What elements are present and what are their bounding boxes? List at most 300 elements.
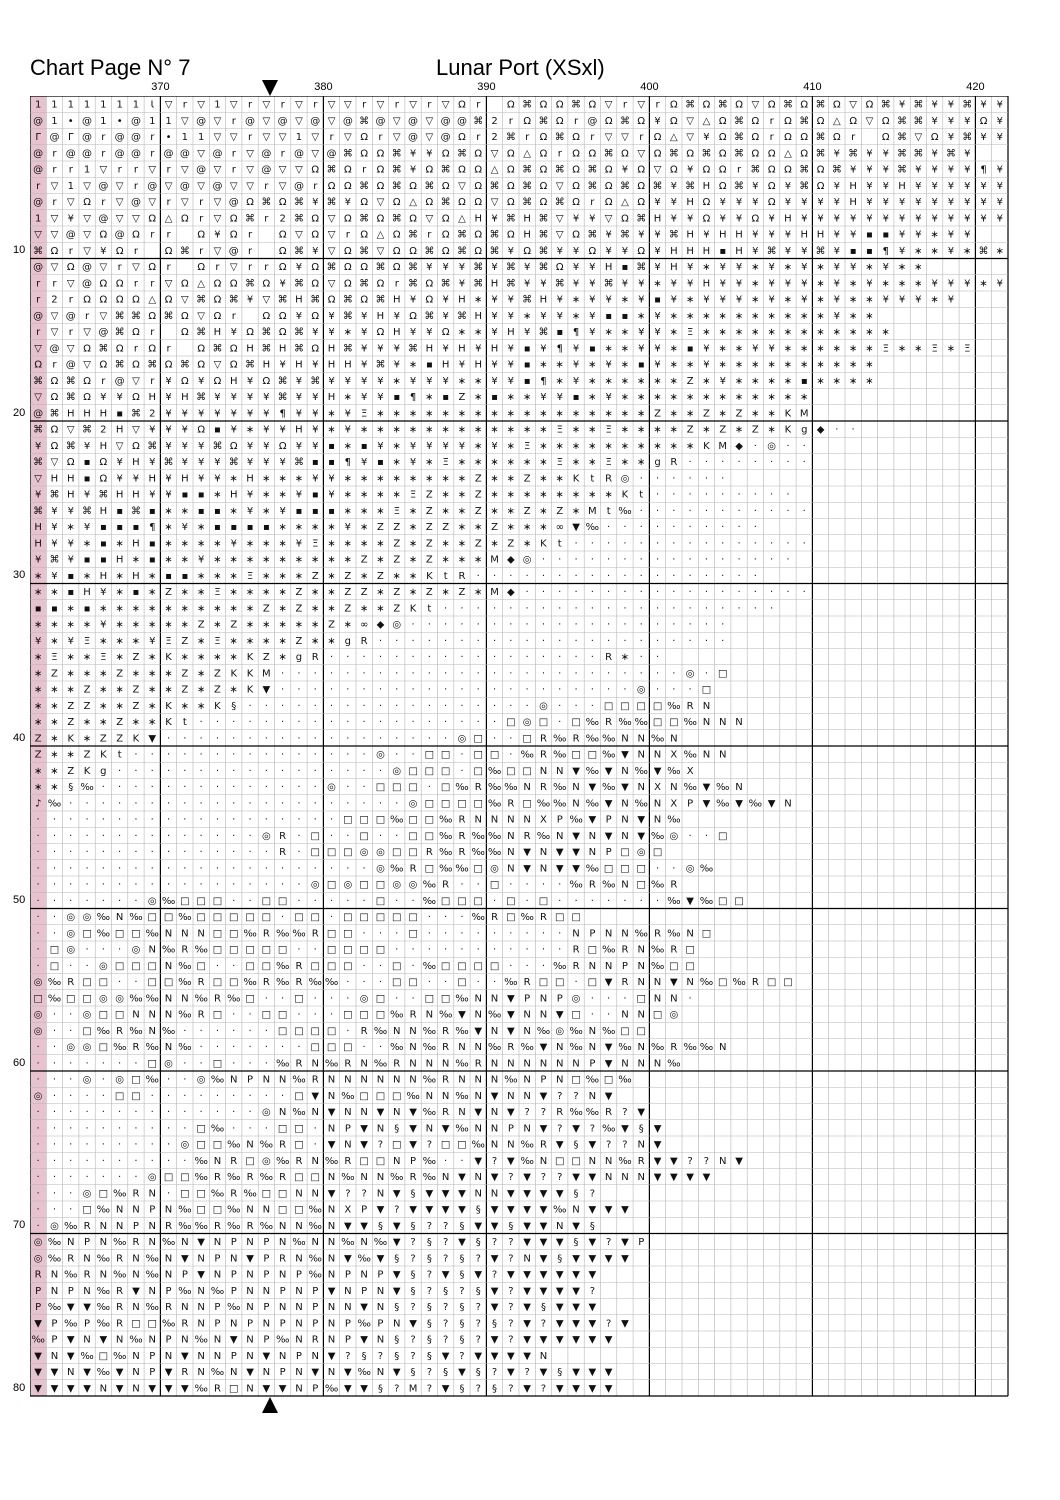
- stitch-symbol: r: [427, 100, 432, 111]
- stitch-symbol: ?: [508, 1286, 513, 1297]
- stitch-symbol: □: [180, 1172, 189, 1183]
- stitch-symbol: □: [767, 977, 776, 988]
- stitch-symbol: ∗: [767, 327, 775, 338]
- stitch-symbol: Ω: [866, 100, 874, 111]
- stitch-symbol: ·: [428, 912, 431, 923]
- stitch-symbol: H: [181, 392, 189, 403]
- stitch-symbol: ⌘: [587, 230, 597, 241]
- stitch-symbol: ∗: [572, 441, 580, 452]
- stitch-symbol: R: [312, 928, 319, 939]
- stitch-symbol: □: [506, 896, 515, 907]
- stitch-symbol: ·: [297, 701, 300, 712]
- stitch-symbol: 2: [491, 116, 497, 127]
- stitch-symbol: Ξ: [410, 490, 416, 501]
- stitch-symbol: □: [604, 701, 613, 712]
- stitch-symbol: ·: [542, 571, 545, 582]
- stitch-symbol: ·: [721, 571, 724, 582]
- stitch-symbol: ∗: [523, 490, 531, 501]
- stitch-symbol: ▪: [84, 603, 91, 614]
- stitch-symbol: ‰: [488, 1042, 501, 1053]
- stitch-symbol: ¥: [899, 230, 905, 241]
- stitch-symbol: ◎: [132, 945, 141, 956]
- stitch-symbol: ‰: [97, 1367, 110, 1378]
- stitch-symbol: □: [50, 961, 59, 972]
- stitch-symbol: ·: [346, 782, 349, 793]
- stitch-symbol: ◎: [148, 1172, 157, 1183]
- stitch-symbol: @: [82, 132, 92, 143]
- stitch-symbol: ∗: [393, 376, 401, 387]
- stitch-symbol: ∗: [393, 473, 401, 484]
- stitch-symbol: ·: [281, 782, 284, 793]
- stitch-symbol: △: [670, 132, 678, 143]
- stitch-symbol: ▪: [181, 490, 188, 501]
- stitch-symbol: ·: [737, 538, 740, 549]
- stitch-symbol: ¥: [557, 295, 563, 306]
- stitch-symbol: □: [685, 945, 694, 956]
- stitch-symbol: ∗: [441, 473, 449, 484]
- stitch-symbol: ▼: [409, 1205, 417, 1216]
- stitch-symbol: N: [475, 993, 482, 1004]
- stitch-symbol: ·: [721, 538, 724, 549]
- stitch-symbol: ¥: [980, 213, 986, 224]
- stitch-symbol: N: [654, 993, 661, 1004]
- stitch-symbol: Ξ: [524, 441, 530, 452]
- stitch-symbol: ⌘: [734, 181, 744, 192]
- stitch-symbol: ¥: [508, 343, 514, 354]
- stitch-symbol: ⌘: [571, 100, 581, 111]
- stitch-symbol: ⌘: [816, 148, 826, 159]
- stitch-symbol: □: [245, 993, 254, 1004]
- stitch-symbol: ‰: [194, 1156, 207, 1167]
- stitch-symbol: ·: [297, 668, 300, 679]
- stitch-symbol: ▪: [149, 555, 156, 566]
- stitch-symbol: N: [523, 1091, 530, 1102]
- stitch-symbol: ‰: [146, 1075, 159, 1086]
- stitch-symbol: ‰: [423, 1172, 436, 1183]
- stitch-symbol: ¥: [752, 230, 758, 241]
- stitch-symbol: ⌘: [962, 132, 972, 143]
- stitch-symbol: ‰: [455, 1091, 468, 1102]
- stitch-symbol: □: [82, 977, 91, 988]
- stitch-symbol: ▽: [344, 100, 352, 111]
- stitch-symbol: ¥: [997, 165, 1003, 176]
- stitch-symbol: Ω: [523, 246, 531, 257]
- stitch-symbol: ▼: [621, 782, 629, 793]
- stitch-symbol: P: [312, 1383, 318, 1394]
- stitch-symbol: H: [507, 327, 515, 338]
- stitch-symbol: Ω: [100, 457, 108, 468]
- stitch-symbol: ·: [330, 685, 333, 696]
- stitch-symbol: ‰: [113, 1042, 126, 1053]
- stitch-symbol: ▼: [279, 1383, 287, 1394]
- stitch-symbol: ‰: [162, 896, 175, 907]
- stitch-symbol: ‰: [569, 1026, 582, 1037]
- stitch-symbol: ∗: [507, 441, 515, 452]
- stitch-symbol: ·: [53, 1107, 56, 1118]
- stitch-symbol: □: [343, 912, 352, 923]
- stitch-symbol: ▽: [34, 392, 42, 403]
- stitch-symbol: ·: [281, 1091, 284, 1102]
- stitch-symbol: ‰: [178, 1221, 191, 1232]
- stitch-symbol: ·: [444, 701, 447, 712]
- stitch-symbol: ·: [591, 668, 594, 679]
- stitch-symbol: Ω: [768, 100, 776, 111]
- stitch-symbol: ·: [281, 750, 284, 761]
- stitch-symbol: ∗: [686, 392, 694, 403]
- stitch-symbol: ·: [623, 636, 626, 647]
- stitch-symbol: H: [442, 360, 450, 371]
- stitch-symbol: @: [115, 230, 125, 241]
- stitch-symbol: P: [280, 1367, 286, 1378]
- row-number: 70: [13, 1219, 25, 1231]
- stitch-symbol: ▼: [621, 1123, 629, 1134]
- stitch-symbol: ∗: [588, 441, 596, 452]
- stitch-symbol: ·: [379, 636, 382, 647]
- stitch-symbol: ?: [443, 1335, 448, 1346]
- stitch-symbol: ∗: [458, 490, 466, 501]
- stitch-symbol: □: [131, 1318, 140, 1329]
- stitch-symbol: □: [196, 1140, 205, 1151]
- stitch-symbol: ◎: [490, 863, 499, 874]
- stitch-symbol: @: [441, 116, 451, 127]
- stitch-symbol: Z: [393, 522, 400, 533]
- stitch-symbol: ‰: [325, 1058, 338, 1069]
- center-marker-bottom-icon: [262, 1397, 278, 1413]
- stitch-symbol: ¥: [296, 392, 302, 403]
- stitch-symbol: □: [734, 896, 743, 907]
- stitch-symbol: ▽: [637, 148, 645, 159]
- stitch-symbol: ¥: [263, 392, 269, 403]
- stitch-symbol: ▼: [523, 1351, 531, 1362]
- stitch-symbol: P: [214, 1318, 220, 1329]
- stitch-symbol: ·: [411, 717, 414, 728]
- stitch-symbol: R: [442, 1107, 449, 1118]
- stitch-symbol: ?: [427, 1367, 432, 1378]
- stitch-symbol: □: [311, 847, 320, 858]
- stitch-symbol: □: [245, 1156, 254, 1167]
- stitch-symbol: ·: [444, 1156, 447, 1167]
- stitch-symbol: ⌘: [636, 262, 646, 273]
- stitch-symbol: Ω: [197, 343, 205, 354]
- stitch-symbol: H: [34, 522, 42, 533]
- stitch-symbol: ¥: [442, 376, 448, 387]
- stitch-symbol: Ω: [214, 376, 222, 387]
- stitch-symbol: ·: [509, 928, 512, 939]
- stitch-symbol: ¶: [573, 327, 579, 338]
- stitch-symbol: Ω: [572, 181, 580, 192]
- stitch-symbol: ·: [363, 863, 366, 874]
- stitch-symbol: Ξ: [312, 538, 318, 549]
- stitch-symbol: P: [606, 815, 612, 826]
- stitch-symbol: ?: [345, 1188, 350, 1199]
- stitch-symbol: ¥: [508, 246, 514, 257]
- stitch-symbol: N: [263, 1075, 270, 1086]
- stitch-symbol: R: [605, 652, 612, 663]
- stitch-symbol: r: [395, 100, 400, 111]
- stitch-symbol: Ω: [100, 473, 108, 484]
- stitch-symbol: ·: [689, 587, 692, 598]
- stitch-symbol: ‰: [390, 1042, 403, 1053]
- stitch-symbol: ⌘: [33, 506, 43, 517]
- stitch-symbol: R: [573, 945, 580, 956]
- stitch-symbol: ‰: [423, 1026, 436, 1037]
- stitch-symbol: r: [85, 311, 90, 322]
- stitch-symbol: ∗: [197, 603, 205, 614]
- stitch-symbol: ▽: [279, 132, 287, 143]
- stitch-symbol: ▼: [491, 1253, 499, 1264]
- stitch-symbol: R: [214, 1221, 221, 1232]
- stitch-symbol: P: [540, 1075, 546, 1086]
- stitch-symbol: N: [475, 1091, 482, 1102]
- stitch-symbol: ·: [721, 620, 724, 631]
- stitch-symbol: ·: [689, 457, 692, 468]
- stitch-symbol: N: [621, 880, 628, 891]
- stitch-symbol: □: [82, 1026, 91, 1037]
- stitch-symbol: ▽: [67, 425, 75, 436]
- stitch-symbol: ▼: [442, 1270, 450, 1281]
- stitch-symbol: N: [328, 1237, 335, 1248]
- stitch-symbol: ·: [69, 1075, 72, 1086]
- stitch-symbol: ·: [721, 457, 724, 468]
- stitch-symbol: ·: [248, 847, 251, 858]
- stitch-symbol: N: [246, 1140, 253, 1151]
- stitch-symbol: r: [248, 246, 253, 257]
- stitch-symbol: ?: [541, 1107, 546, 1118]
- stitch-symbol: r: [69, 327, 74, 338]
- stitch-symbol: Γ: [35, 132, 41, 143]
- stitch-symbol: ∗: [376, 506, 384, 517]
- stitch-symbol: ¶: [410, 392, 416, 403]
- stitch-symbol: M: [800, 408, 809, 419]
- stitch-symbol: ¥: [296, 262, 302, 273]
- stitch-symbol: ·: [85, 1123, 88, 1134]
- stitch-symbol: ▽: [621, 132, 629, 143]
- stitch-symbol: ▽: [246, 181, 254, 192]
- stitch-symbol: N: [540, 1156, 547, 1167]
- stitch-symbol: ·: [591, 652, 594, 663]
- stitch-symbol: ·: [85, 896, 88, 907]
- stitch-symbol: ·: [754, 506, 757, 517]
- stitch-symbol: r: [52, 197, 57, 208]
- stitch-symbol: N: [621, 798, 628, 809]
- stitch-symbol: N: [621, 1058, 628, 1069]
- stitch-symbol: ·: [428, 652, 431, 663]
- stitch-symbol: ▼: [458, 1367, 466, 1378]
- stitch-symbol: ¥: [997, 197, 1003, 208]
- stitch-symbol: ▼: [556, 1318, 564, 1329]
- stitch-symbol: ·: [395, 717, 398, 728]
- stitch-symbol: ·: [803, 441, 806, 452]
- stitch-symbol: ·: [346, 977, 349, 988]
- stitch-symbol: ·: [444, 620, 447, 631]
- stitch-symbol: Ω: [279, 197, 287, 208]
- stitch-symbol: ‰: [520, 750, 533, 761]
- stitch-symbol: ‰: [423, 1042, 436, 1053]
- stitch-symbol: ·: [526, 603, 529, 614]
- stitch-symbol: ∗: [230, 587, 238, 598]
- stitch-symbol: ¥: [198, 457, 204, 468]
- stitch-symbol: ?: [606, 1237, 611, 1248]
- stitch-symbol: ‰: [683, 750, 696, 761]
- stitch-symbol: ▼: [425, 1188, 433, 1199]
- stitch-symbol: ·: [656, 896, 659, 907]
- stitch-symbol: ▼: [360, 1302, 368, 1313]
- stitch-symbol: □: [653, 717, 662, 728]
- stitch-symbol: Z: [719, 425, 726, 436]
- stitch-symbol: ‰: [227, 1205, 240, 1216]
- stitch-symbol: ¥: [948, 100, 954, 111]
- stitch-symbol: ·: [542, 555, 545, 566]
- stitch-symbol: N: [360, 1270, 367, 1281]
- stitch-symbol: □: [376, 815, 385, 826]
- stitch-symbol: ·: [200, 880, 203, 891]
- stitch-symbol: ·: [167, 847, 170, 858]
- stitch-symbol: r: [232, 311, 237, 322]
- stitch-symbol: @: [294, 148, 304, 159]
- stitch-symbol: ▼: [540, 1123, 548, 1134]
- stitch-symbol: ·: [118, 1107, 121, 1118]
- stitch-symbol: Z: [426, 506, 433, 517]
- stitch-symbol: ▼: [540, 1091, 548, 1102]
- stitch-symbol: N: [197, 1253, 204, 1264]
- stitch-symbol: §: [427, 1335, 432, 1346]
- stitch-symbol: N: [638, 1058, 645, 1069]
- stitch-symbol: □: [148, 1318, 157, 1329]
- stitch-symbol: r: [639, 132, 644, 143]
- stitch-symbol: ▪: [84, 555, 91, 566]
- stitch-symbol: Z: [35, 733, 42, 744]
- stitch-symbol: ¥: [785, 197, 791, 208]
- stitch-symbol: ∗: [556, 408, 564, 419]
- stitch-symbol: ·: [640, 473, 643, 484]
- stitch-symbol: ·: [216, 717, 219, 728]
- stitch-symbol: ¶: [540, 376, 546, 387]
- stitch-symbol: ‰: [569, 1042, 582, 1053]
- stitch-symbol: Ω: [393, 230, 401, 241]
- stitch-symbol: R: [263, 928, 270, 939]
- stitch-symbol: ?: [541, 1172, 546, 1183]
- stitch-symbol: ·: [346, 766, 349, 777]
- stitch-symbol: ∗: [34, 766, 42, 777]
- stitch-symbol: □: [457, 1140, 466, 1151]
- stitch-symbol: Γ: [68, 132, 74, 143]
- stitch-symbol: ▪: [312, 490, 319, 501]
- stitch-symbol: ‰: [683, 1042, 696, 1053]
- stitch-symbol: ·: [477, 928, 480, 939]
- stitch-symbol: ·: [216, 847, 219, 858]
- stitch-symbol: ¥: [68, 636, 74, 647]
- stitch-symbol: ∗: [425, 392, 433, 403]
- stitch-symbol: ·: [379, 977, 382, 988]
- stitch-symbol: R: [475, 1058, 482, 1069]
- stitch-symbol: ◎: [66, 945, 75, 956]
- stitch-symbol: P: [508, 1123, 514, 1134]
- stitch-symbol: ·: [330, 798, 333, 809]
- stitch-symbol: N: [360, 1058, 367, 1069]
- stitch-symbol: ·: [85, 945, 88, 956]
- stitch-symbol: N: [523, 1123, 530, 1134]
- stitch-symbol: ⌘: [832, 165, 842, 176]
- stitch-symbol: Z: [84, 750, 91, 761]
- stitch-symbol: ‰: [537, 831, 550, 842]
- stitch-symbol: Ω: [311, 213, 319, 224]
- stitch-symbol: N: [491, 815, 498, 826]
- stitch-symbol: N: [703, 750, 710, 761]
- stitch-symbol: ¥: [785, 246, 791, 257]
- stitch-symbol: ·: [803, 457, 806, 468]
- stitch-symbol: ▼: [523, 847, 531, 858]
- stitch-symbol: Ω: [654, 148, 662, 159]
- stitch-symbol: ▼: [523, 1286, 531, 1297]
- stitch-symbol: ∗: [539, 425, 547, 436]
- stitch-symbol: N: [344, 1286, 351, 1297]
- stitch-symbol: ¥: [557, 392, 563, 403]
- stitch-symbol: ·: [591, 538, 594, 549]
- stitch-symbol: ⌘: [522, 295, 532, 306]
- stitch-symbol: ∗: [409, 425, 417, 436]
- stitch-symbol: 2: [279, 213, 285, 224]
- stitch-symbol: R: [116, 1302, 123, 1313]
- stitch-symbol: ·: [248, 750, 251, 761]
- stitch-symbol: ∗: [621, 360, 629, 371]
- stitch-symbol: ·: [705, 620, 708, 631]
- stitch-symbol: ·: [542, 603, 545, 614]
- stitch-symbol: ∗: [702, 327, 710, 338]
- stitch-symbol: Ω: [833, 100, 841, 111]
- stitch-symbol: ▼: [328, 1286, 336, 1297]
- stitch-symbol: □: [555, 1156, 564, 1167]
- stitch-symbol: ∗: [767, 392, 775, 403]
- stitch-symbol: ▼: [572, 1221, 580, 1232]
- stitch-symbol: ∗: [197, 587, 205, 598]
- stitch-symbol: ▼: [491, 1286, 499, 1297]
- stitch-symbol: ∗: [295, 571, 303, 582]
- stitch-symbol: Ω: [311, 230, 319, 241]
- stitch-symbol: N: [670, 993, 677, 1004]
- stitch-symbol: H: [116, 490, 124, 501]
- stitch-symbol: ‰: [178, 977, 191, 988]
- stitch-symbol: ·: [232, 896, 235, 907]
- stitch-symbol: Ω: [360, 197, 368, 208]
- stitch-symbol: Ω: [507, 100, 515, 111]
- stitch-symbol: N: [393, 1156, 400, 1167]
- stitch-symbol: ·: [509, 733, 512, 744]
- stitch-symbol: Ω: [100, 278, 108, 289]
- stitch-symbol: ▽: [246, 165, 254, 176]
- stitch-symbol: ·: [248, 896, 251, 907]
- stitch-symbol: □: [311, 1172, 320, 1183]
- stitch-symbol: ·: [151, 782, 154, 793]
- stitch-symbol: Ξ: [557, 425, 563, 436]
- stitch-symbol: ∗: [409, 360, 417, 371]
- stitch-symbol: ·: [118, 1140, 121, 1151]
- stitch-symbol: ¥: [589, 278, 595, 289]
- stitch-symbol: ‰: [423, 1075, 436, 1086]
- stitch-symbol: ·: [200, 1042, 203, 1053]
- stitch-symbol: Z: [459, 392, 466, 403]
- stitch-symbol: □: [327, 1042, 336, 1053]
- stitch-symbol: Ξ: [214, 587, 220, 598]
- stitch-symbol: N: [540, 863, 547, 874]
- stitch-symbol: P: [263, 1335, 269, 1346]
- stitch-symbol: ∗: [181, 701, 189, 712]
- stitch-symbol: ·: [411, 701, 414, 712]
- stitch-symbol: ·: [411, 750, 414, 761]
- stitch-symbol: N: [507, 1091, 514, 1102]
- stitch-symbol: ¥: [883, 197, 889, 208]
- stitch-symbol: ‰: [97, 1302, 110, 1313]
- stitch-symbol: ▽: [181, 295, 189, 306]
